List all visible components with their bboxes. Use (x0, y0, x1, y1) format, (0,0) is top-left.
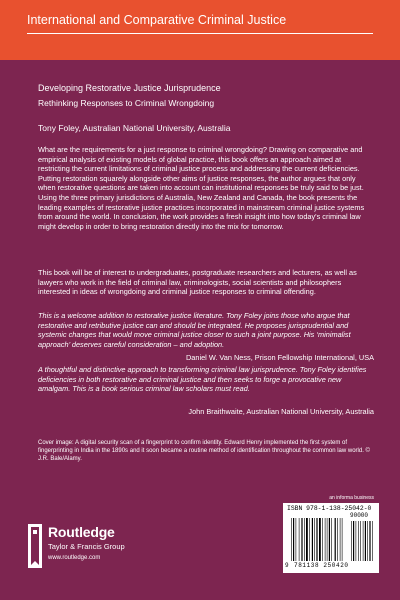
barcode-bar (291, 518, 292, 561)
description-paragraph: What are the requirements for a just response to criminal wrongdoing? Drawing on comparative and empirical analysis of existing models of global practice, this book offers an approach aimed at restricting the current limitations of criminal justice process and addressing the current deficiencies. Putting restoration squarely alongside other aims of justice responses, the author argues that only when restorative questions are taken into account can institutional responses be truly said to be just. Using the three primary jurisdictions of Australia, New Zealand and Canada, the book presents the leading examples of restorative justice practices incorporated in mainstream criminal justice systems from around the world. In conclusion, the work provides a fresh insight into how today's criminal law might develop in order to bring restoration directly into the mix for tomorrow. (38, 145, 365, 231)
barcode-addon-bar (369, 521, 370, 561)
endorsement-quote: This is a welcome addition to restorative justice literature. Tony Foley joins those who argue that restorative and retributive justice can and should be integrated. He proposes jurisprudential and systemic changes that would move criminal justice closer to such a joint purpose. His ‘minimalist approach’ deserves careful consideration – and adoption. (38, 311, 351, 349)
barcode-addon-bar (363, 521, 364, 561)
publisher-url: www.routledge.com (48, 555, 101, 561)
barcode-bar (314, 518, 315, 561)
isbn-barcode (283, 503, 379, 573)
series-rule (27, 33, 373, 34)
barcode-bar (304, 518, 305, 561)
barcode-bar (322, 518, 323, 561)
barcode-lead-digit: 9 (285, 562, 289, 569)
book-subtitle: Rethinking Responses to Criminal Wrongdoing (38, 98, 215, 108)
barcode-bar (312, 518, 313, 561)
barcode-addon-bar (367, 521, 368, 561)
publisher-name: Routledge (48, 524, 115, 540)
barcode-bar (331, 518, 332, 561)
barcode-bar (319, 518, 321, 561)
barcode-bar (329, 518, 330, 561)
endorsement-quote: A thoughtful and distinctive approach to transforming criminal law jurisprudence. Tony Foley identifies deficiencies in both restorative and criminal justice and then seeks to forge a provocative new amalgam. This is a book serious criminal law scholars must read. (38, 365, 367, 394)
endorsement-attribution: Daniel W. Van Ness, Prison Fellowship International, USA (185, 353, 374, 362)
barcode-bar (301, 518, 302, 561)
barcode-digits: 781138 250420 (294, 562, 349, 569)
barcode-bar (325, 518, 326, 561)
publisher-group: Taylor & Francis Group (48, 542, 125, 551)
barcode-bar (335, 518, 336, 561)
cover-image-credit: Cover image: A digital security scan of a fingerprint to confirm identity. Edward Henry implemented the first system of fingerprinting in India in the 1890s and it soon became a routine method of identification throughout the common law world. © J.R. Bale/Alamy. (38, 440, 370, 462)
endorsement-attribution: John Braithwaite, Australian National University, Australia (188, 407, 374, 416)
barcode-bar (337, 518, 338, 561)
barcode-addon-bar (358, 521, 359, 561)
barcode-bar (340, 518, 341, 561)
book-title: Developing Restorative Justice Jurisprudence (38, 83, 221, 93)
series-banner (0, 0, 400, 60)
informa-tagline: an informa business (329, 495, 374, 501)
barcode-addon-bar (356, 521, 357, 561)
routledge-logo-icon (28, 524, 42, 568)
series-title: International and Comparative Criminal Justice (27, 13, 287, 27)
barcode-addon-number: 90000 (350, 512, 369, 519)
barcode-addon-bar (372, 521, 373, 561)
barcode-addon-bar (365, 521, 366, 561)
barcode-bar (342, 518, 343, 561)
audience-paragraph: This book will be of interest to undergraduates, postgraduate researchers and lecturers, as well as lawyers who work in the field of criminal law, criminologists, social scientists and philosophers interested in ideas of wrongdoing and criminal justice responses to criminal offending. (38, 268, 357, 297)
barcode-addon-bar (360, 521, 361, 561)
barcode-bar (316, 518, 317, 561)
barcode-bar (299, 518, 300, 561)
barcode-bar (293, 518, 294, 561)
barcode-addon-bar (351, 521, 352, 561)
barcode-bar (306, 518, 308, 561)
author-affiliation: Tony Foley, Australian National University, Australia (38, 123, 231, 133)
barcode-addon-bar (353, 521, 354, 561)
barcode-bar (296, 518, 297, 561)
isbn-label: ISBN 978-1-138-25042-0 (287, 505, 372, 512)
barcode-bar (327, 518, 328, 561)
barcode-bar (309, 518, 310, 561)
